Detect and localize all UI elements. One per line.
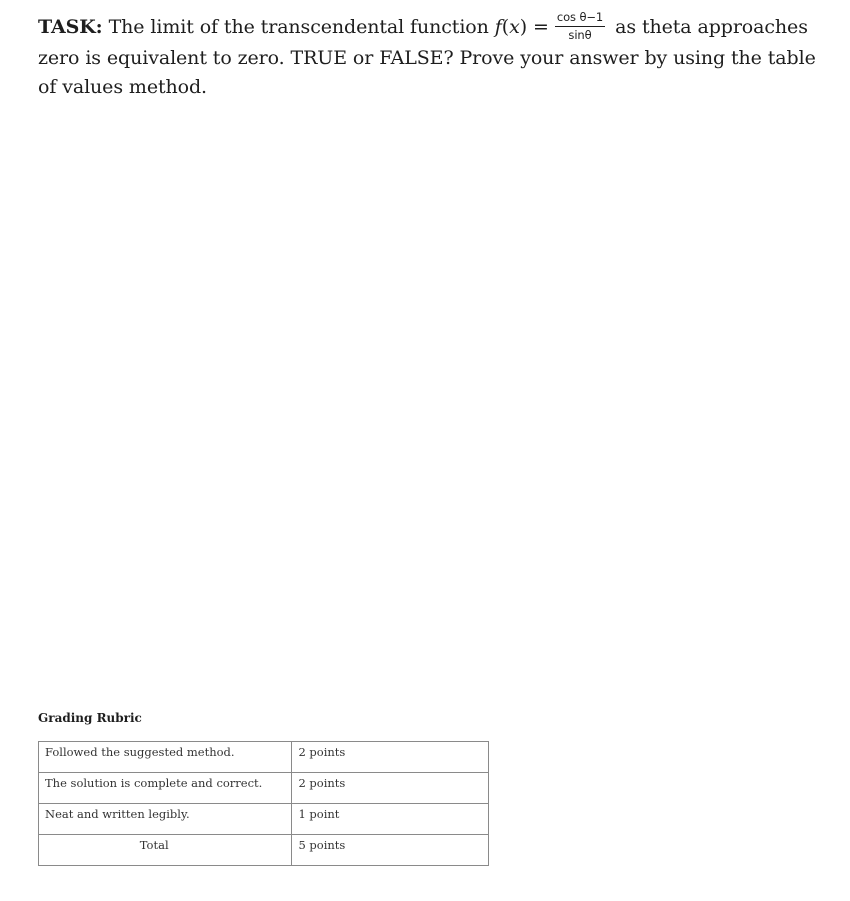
function-letter: f: [494, 15, 502, 38]
task-text-after-fraction: as theta approaches: [615, 15, 808, 38]
rubric-total-points: 5 points: [292, 835, 489, 866]
task-statement: [38, 9, 816, 102]
fraction-numerator: cos θ−1: [555, 11, 605, 27]
rubric-criterion: Followed the suggested method.: [39, 742, 292, 773]
table-row: [39, 773, 489, 804]
rubric-criterion: Neat and written legibly.: [39, 804, 292, 835]
table-row: [39, 742, 489, 773]
task-line-1: [38, 9, 808, 44]
table-row: [39, 835, 489, 866]
task-label: TASK:: [38, 15, 103, 38]
equals-sign: =: [533, 15, 549, 38]
rubric-points: 2 points: [292, 773, 489, 804]
task-line-1-left: [38, 9, 615, 43]
rubric-title: Grading Rubric: [38, 711, 142, 725]
rubric-points: 2 points: [292, 742, 489, 773]
function-name: f(x): [494, 15, 528, 38]
fraction-denominator: sinθ: [568, 27, 592, 42]
task-text-before-function: The limit of the transcendental function: [108, 15, 489, 38]
rubric-points: 1 point: [292, 804, 489, 835]
task-line-3: of values method.: [38, 76, 207, 98]
task-line-2: zero is equivalent to zero. TRUE or FALSE? Prove your answer by using the table: [38, 47, 816, 69]
rubric-total-label: Total: [39, 835, 292, 866]
rubric-criterion: The solution is complete and correct.: [39, 773, 292, 804]
function-variable: x: [509, 15, 520, 38]
table-row: [39, 804, 489, 835]
grading-rubric-table: [38, 741, 489, 866]
function-fraction: [555, 11, 605, 42]
